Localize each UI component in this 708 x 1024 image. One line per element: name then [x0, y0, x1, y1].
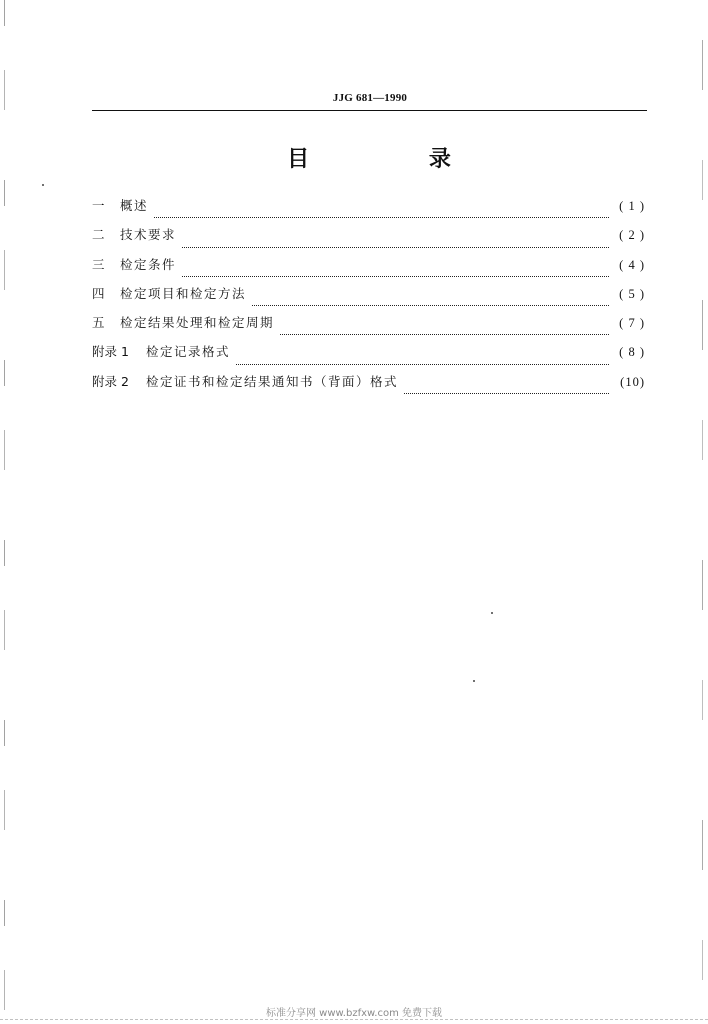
toc-entry-page: ( 5 ) — [619, 286, 645, 301]
scan-speck — [42, 184, 44, 186]
bottom-edge — [0, 1019, 708, 1020]
toc-entry[interactable] — [92, 342, 645, 371]
scan-speck — [473, 680, 475, 682]
toc-entry-label: 检定结果处理和检定周期 — [120, 315, 275, 331]
toc-leader-dots — [404, 393, 609, 394]
footer-watermark: 标准分享网 www.bzfxw.com 免费下载 — [266, 1008, 442, 1019]
toc-leader-dots — [236, 364, 609, 365]
toc-entry-number: 三 — [92, 256, 105, 272]
toc-entry-number: 附录 1 — [92, 344, 129, 360]
toc-entry-number: 一 — [92, 198, 105, 213]
toc-entry[interactable] — [92, 284, 645, 313]
toc-entry[interactable] — [92, 313, 645, 342]
toc-entry-label: 检定条件 — [120, 256, 177, 272]
toc-entry-page: ( 7 ) — [619, 316, 645, 331]
toc-entry-number: 四 — [92, 285, 105, 301]
toc-entry[interactable] — [92, 196, 645, 225]
toc-list — [92, 196, 645, 401]
toc-entry-page: ( 1 ) — [619, 199, 645, 213]
toc-entry-number: 附录 2 — [92, 373, 129, 389]
standard-code: JJG 681—1990 — [332, 92, 408, 104]
toc-entry[interactable] — [92, 372, 645, 401]
toc-entry-page: ( 8 ) — [619, 345, 645, 360]
toc-title: 目 录 — [287, 147, 507, 172]
toc-entry-label: 检定证书和检定结果通知书（背面）格式 — [146, 373, 399, 389]
toc-entry[interactable] — [92, 255, 645, 284]
toc-entry-number: 五 — [92, 315, 105, 331]
toc-entry-label: 检定记录格式 — [146, 344, 231, 360]
toc-leader-dots — [280, 334, 609, 335]
toc-leader-dots — [182, 247, 609, 248]
toc-leader-dots — [154, 217, 609, 218]
toc-entry-number: 二 — [92, 227, 105, 243]
toc-entry-page: ( 2 ) — [619, 228, 645, 243]
toc-entry-page: (10) — [620, 374, 645, 389]
toc-entry-page: ( 4 ) — [619, 257, 645, 272]
toc-entry-label: 概述 — [120, 198, 149, 213]
toc-entry[interactable] — [92, 225, 645, 254]
header-rule — [92, 110, 647, 111]
toc-entry-label: 检定项目和检定方法 — [120, 285, 247, 301]
toc-leader-dots — [182, 276, 609, 277]
scan-speck — [491, 612, 493, 614]
toc-leader-dots — [252, 305, 609, 306]
toc-entry-label: 技术要求 — [120, 227, 177, 243]
